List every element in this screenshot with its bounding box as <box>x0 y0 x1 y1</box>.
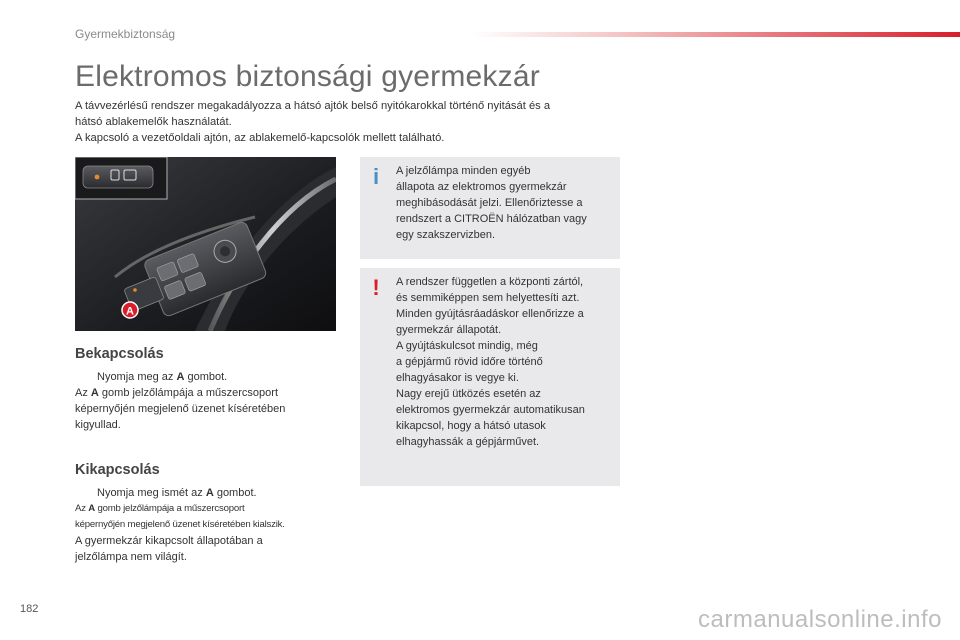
deactivation-desc <box>75 501 345 517</box>
door-switch-photo <box>75 157 336 331</box>
desc-key: A <box>88 503 95 514</box>
step-key: A <box>176 371 185 383</box>
note-line: egy szakszervizben. <box>396 229 496 241</box>
deactivation-steps <box>75 485 345 565</box>
page-number: 182 <box>20 603 39 615</box>
note-line: elhagyásakor is vegye ki. <box>396 372 519 384</box>
note-line: A rendszer független a központi zártól, <box>396 276 584 288</box>
watermark: carmanualsonline.info <box>698 606 942 633</box>
marker-a-label: A <box>126 305 134 318</box>
activation-desc: kigyullad. <box>75 419 121 431</box>
intro-line: A távvezérlésű rendszer megakadályozza a hátsó ajtók belső nyitókarokkal történő nyitását és a <box>75 100 551 112</box>
desc-text: gomb jelzőlámpája a műszercsoport <box>95 503 245 514</box>
deactivation-desc: A gyermekzár kikapcsolt állapotában a <box>75 535 263 547</box>
info-note <box>360 157 620 259</box>
activation-steps <box>75 369 345 433</box>
info-icon: i <box>372 164 380 189</box>
note-line: elhagyhassák a gépjárművet. <box>396 436 540 448</box>
note-line: elektromos gyermekzár automatikusan <box>396 404 585 416</box>
deactivation-desc: jelzőlámpa nem világít. <box>75 551 187 563</box>
step-text: Nyomja meg az <box>97 371 177 383</box>
deactivation-desc: képernyőjén megjelenő üzenet kíséretében kialszik. <box>75 519 285 530</box>
note-line: Minden gyújtásráadáskor ellenőrizze a <box>396 308 584 320</box>
note-line: kikapcsol, hogy a hátsó utasok <box>396 420 546 432</box>
note-line: A jelzőlámpa minden egyéb <box>396 165 531 177</box>
intro-line: hátsó ablakemelők használatát. <box>75 116 232 128</box>
step-text: Nyomja meg ismét az <box>97 487 206 499</box>
section-label: Gyermekbiztonság <box>75 27 176 41</box>
activation-desc: képernyőjén megjelenő üzenet kíséretében <box>75 403 286 415</box>
warning-note-text <box>396 274 618 450</box>
note-line: gyermekzár állapotát. <box>396 324 502 336</box>
desc-text: Az <box>75 503 89 514</box>
note-line: Nagy erejű ütközés esetén az <box>396 388 541 400</box>
step-key: A <box>205 487 214 499</box>
note-line: a gépjármű rövid időre történő <box>396 356 543 368</box>
note-line: A gyújtáskulcsot mindig, még <box>396 340 538 352</box>
desc-text: gomb jelzőlámpája a műszercsoport <box>98 387 278 399</box>
desc-key: A <box>90 387 99 399</box>
note-line: meghibásodását jelzi. Ellenőriztesse a <box>396 197 583 209</box>
deactivation-heading: Kikapcsolás <box>75 462 160 478</box>
warning-note <box>360 268 620 486</box>
activation-desc <box>75 385 345 401</box>
step-text: gombot. <box>184 371 228 383</box>
warning-icon: ! <box>372 275 380 300</box>
desc-text: Az <box>75 387 91 399</box>
activation-heading: Bekapcsolás <box>75 346 164 362</box>
note-line: állapota az elektromos gyermekzár <box>396 181 567 193</box>
intro-line: A kapcsoló a vezetőoldali ajtón, az ablakemelő-kapcsolók mellett található. <box>75 132 445 144</box>
step-text: gombot. <box>213 487 257 499</box>
header-accent-bar <box>470 32 960 37</box>
intro-text <box>75 98 635 146</box>
note-line: rendszert a CITROËN hálózatban vagy <box>396 213 587 225</box>
note-line: és semmiképpen sem helyettesíti azt. <box>396 292 580 304</box>
deactivation-step <box>75 485 345 501</box>
page-title: Elektromos biztonsági gyermekzár <box>75 60 540 93</box>
info-note-text <box>396 163 618 243</box>
activation-step <box>75 369 345 385</box>
